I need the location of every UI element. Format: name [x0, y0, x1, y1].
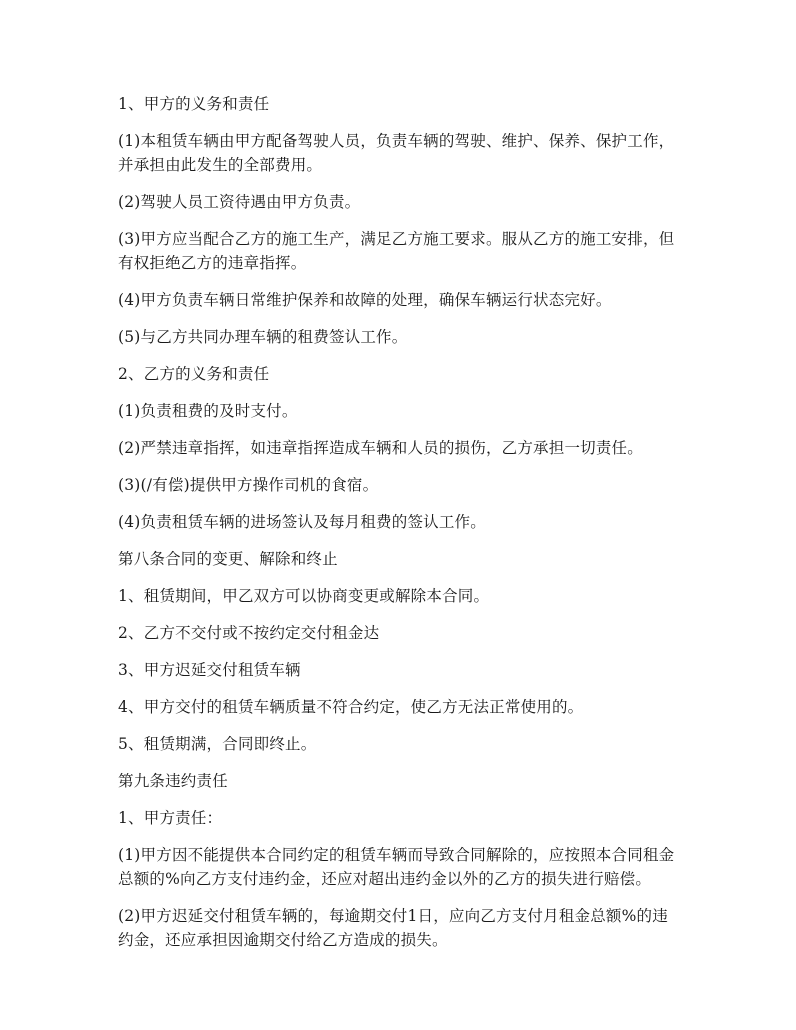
paragraph: (2)驾驶人员工资待遇由甲方负责。 — [118, 193, 361, 211]
section-heading-party-a-liability: 1、甲方责任： — [118, 809, 223, 827]
document-body — [118, 92, 678, 965]
paragraph: 5、租赁期满，合同即终止。 — [118, 735, 317, 753]
paragraph: (1)甲方因不能提供本合同约定的租赁车辆而导致合同解除的，应按照本合同租金总额的%向乙方支付违约金，还应对超出违约金以外的乙方的损失进行赔偿。 — [118, 846, 675, 888]
paragraph: 3、甲方迟延交付租赁车辆 — [118, 661, 301, 679]
section-heading-party-a-duties: 1、甲方的义务和责任 — [118, 95, 270, 113]
paragraph: (3)(/有偿)提供甲方操作司机的食宿。 — [118, 476, 379, 494]
paragraph: (1)本租赁车辆由甲方配备驾驶人员，负责车辆的驾驶、维护、保养、保护工作，并承担由此发生的全部费用。 — [118, 132, 675, 174]
paragraph: (5)与乙方共同办理车辆的租费签认工作。 — [118, 328, 408, 346]
paragraph: (3)甲方应当配合乙方的施工生产，满足乙方施工要求。服从乙方的施工安排，但有权拒绝乙方的违章指挥。 — [118, 230, 675, 272]
paragraph: (4)负责租赁车辆的进场签认及每月租费的签认工作。 — [118, 513, 486, 531]
paragraph: 1、租赁期间，甲乙双方可以协商变更或解除本合同。 — [118, 587, 490, 605]
paragraph: 4、甲方交付的租赁车辆质量不符合约定，使乙方无法正常使用的。 — [118, 698, 584, 716]
paragraph: (2)甲方迟延交付租赁车辆的，每逾期交付1日，应向乙方支付月租金总额%的违约金，还应承担因逾期交付给乙方造成的损失。 — [118, 907, 668, 949]
paragraph: 2、乙方不交付或不按约定交付租金达 — [118, 624, 380, 642]
article-heading-8: 第八条合同的变更、解除和终止 — [118, 550, 338, 568]
paragraph: (1)负责租费的及时支付。 — [118, 402, 298, 420]
paragraph: (2)严禁违章指挥，如违章指挥造成车辆和人员的损伤，乙方承担一切责任。 — [118, 439, 643, 457]
paragraph: (4)甲方负责车辆日常维护保养和故障的处理，确保车辆运行状态完好。 — [118, 291, 612, 309]
section-heading-party-b-duties: 2、乙方的义务和责任 — [118, 365, 270, 383]
article-heading-9: 第九条违约责任 — [118, 772, 228, 790]
